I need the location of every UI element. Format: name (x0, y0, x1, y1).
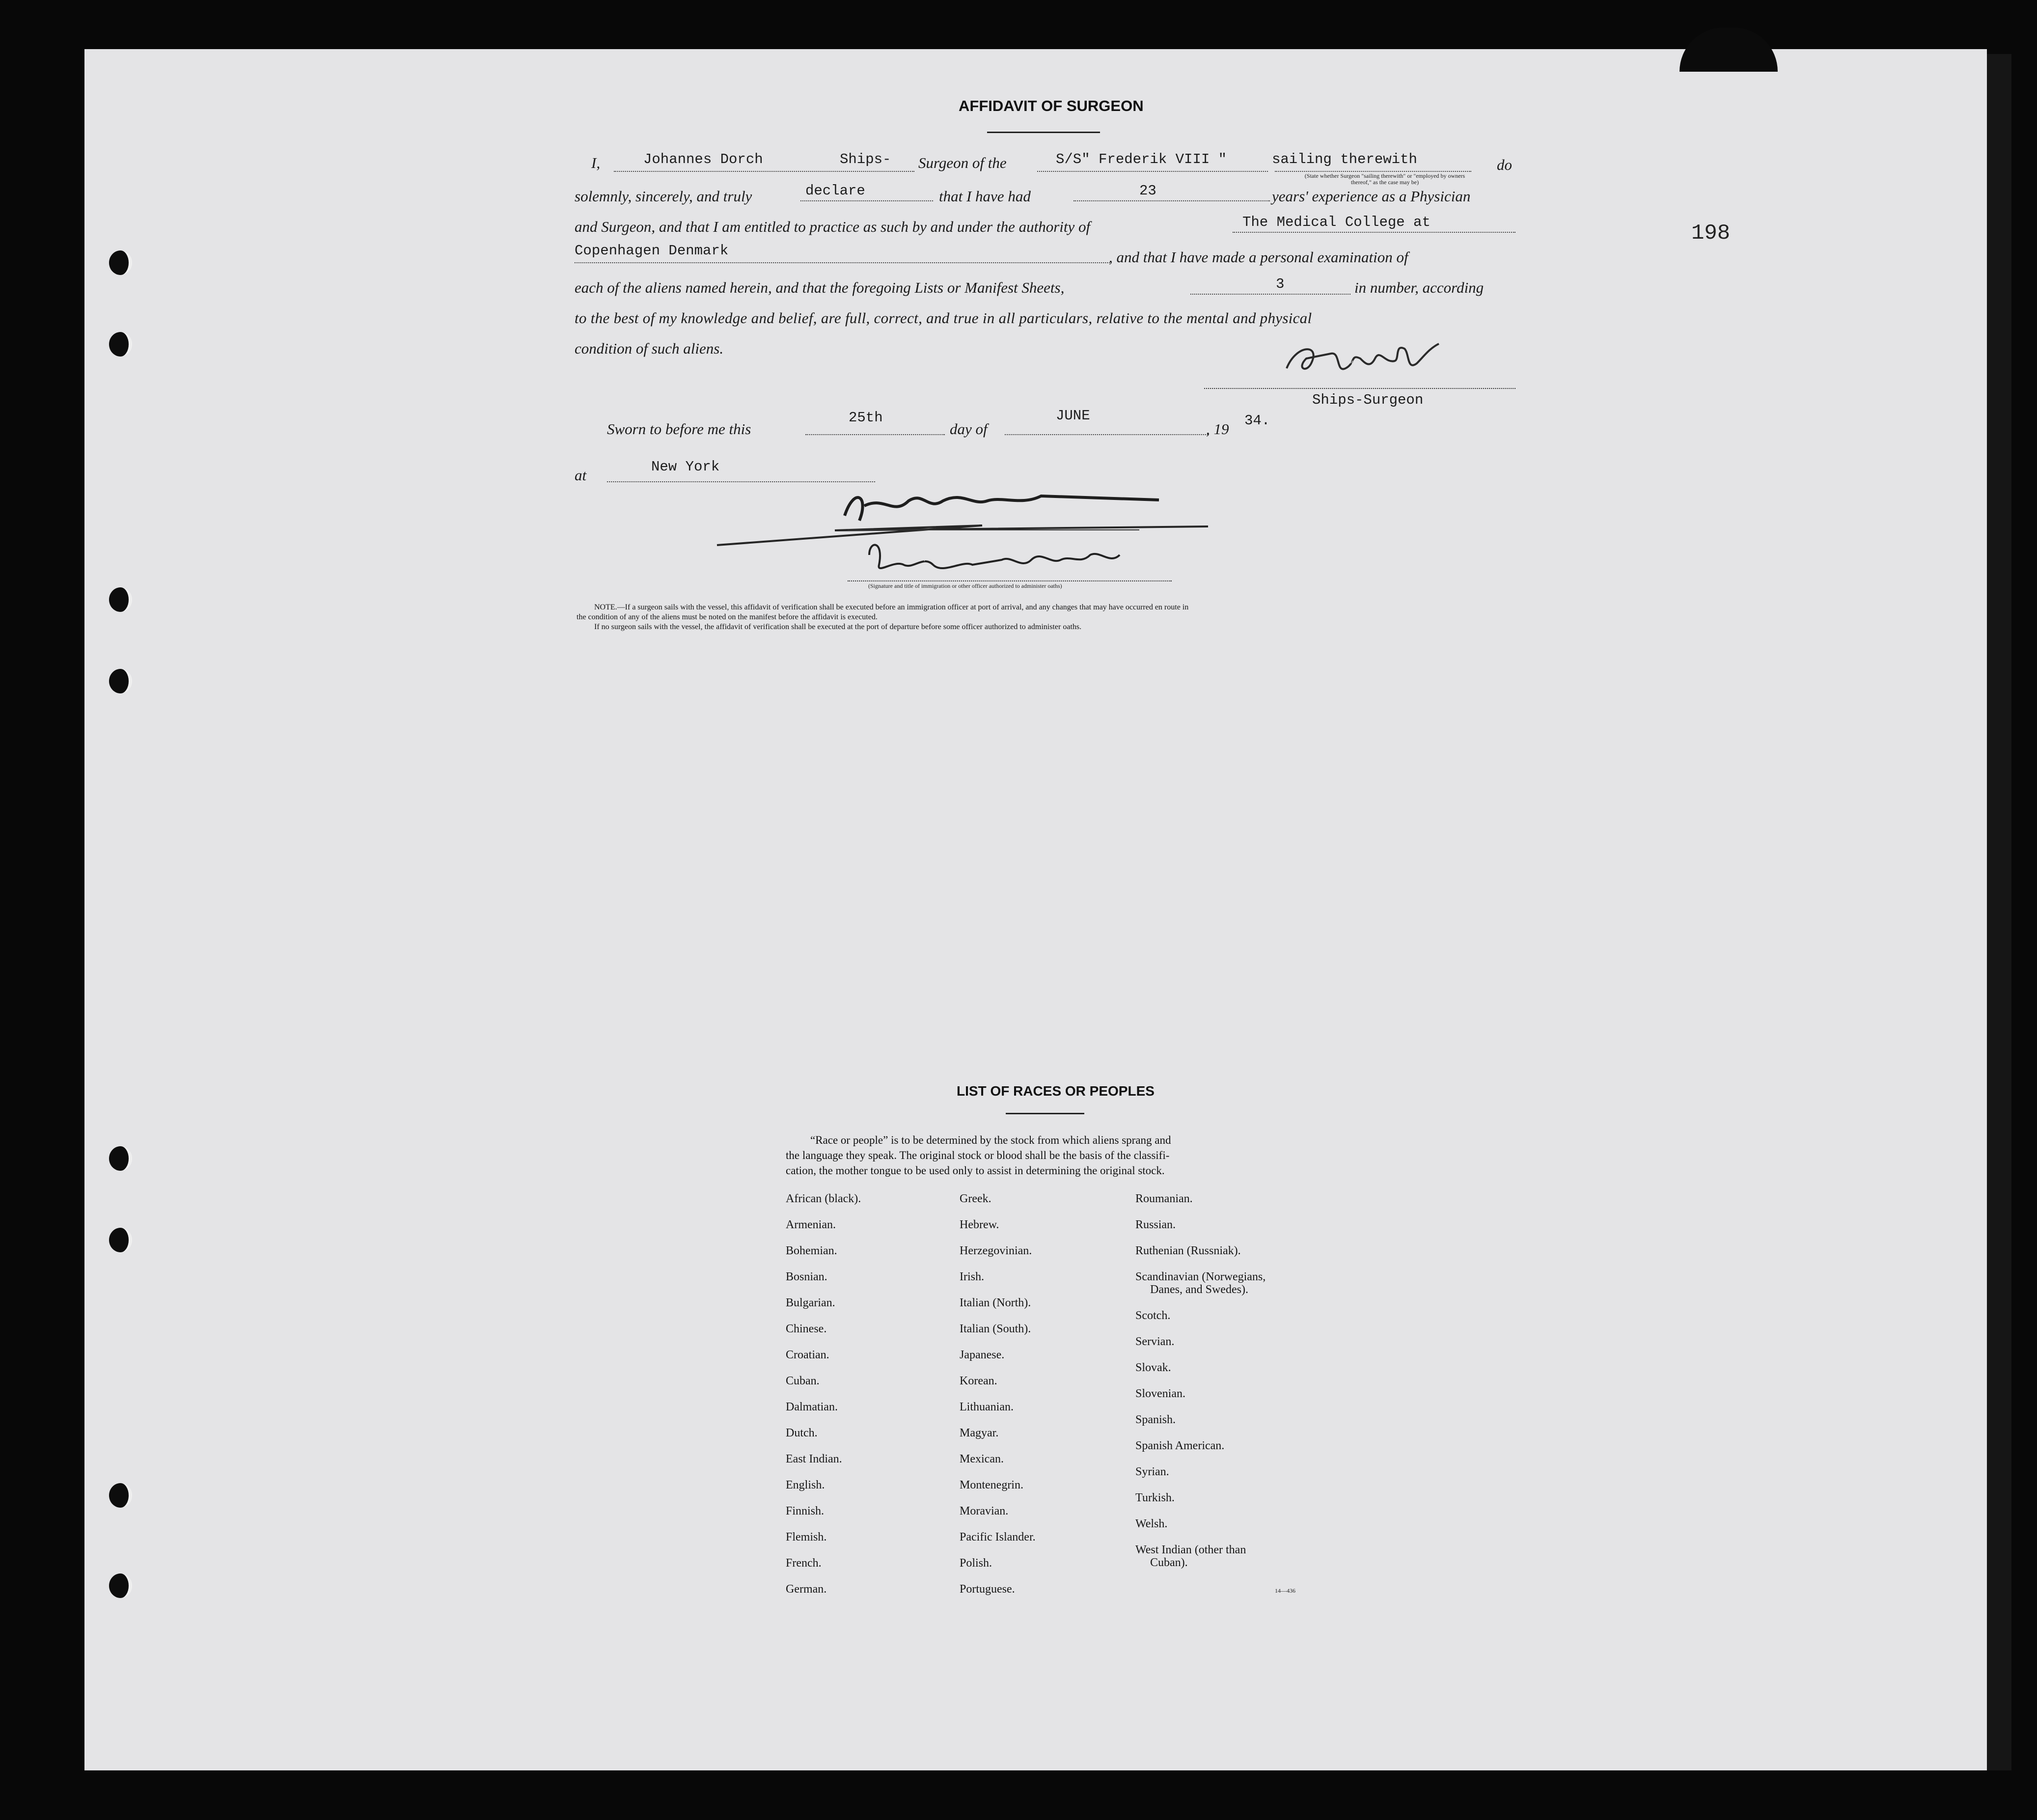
officer-caption: (Signature and title of immigration or other officer authorized to administer oaths) (868, 582, 1062, 589)
affidavit-text: to the best of my knowledge and belief, are full, correct, and true in all particulars, relative to the mental and physical (575, 309, 1312, 327)
race-item: French. (786, 1557, 822, 1570)
officer-title-line (848, 580, 1172, 581)
affidavit-text: in number, according (1354, 279, 1484, 296)
race-item: Scotch. (1135, 1309, 1171, 1322)
race-item: Italian (North). (960, 1296, 1031, 1309)
race-item: Scandinavian (Norwegians, (1135, 1270, 1266, 1283)
affidavit-text: solemnly, sincerely, and truly (575, 188, 752, 205)
fill-line (805, 434, 945, 435)
sheet-count: 3 (1276, 276, 1285, 292)
race-item: Moravian. (960, 1505, 1009, 1517)
race-item: Chinese. (786, 1323, 827, 1335)
race-item-continued: Cuban). (1150, 1556, 1188, 1569)
affidavit-text: , and that I have made a personal examination of (1109, 248, 1408, 266)
race-item: Hebrew. (960, 1218, 999, 1231)
race-item: Syrian. (1135, 1465, 1169, 1478)
sworn-day: 25th (849, 410, 883, 426)
title-underline (987, 132, 1100, 133)
years-experience: 23 (1139, 183, 1156, 199)
race-item: Turkish. (1135, 1491, 1175, 1504)
race-item: Ruthenian (Russniak). (1135, 1244, 1241, 1257)
race-item: Lithuanian. (960, 1401, 1014, 1413)
race-item: Servian. (1135, 1335, 1175, 1348)
affidavit-text: Sworn to before me this (607, 420, 751, 438)
sailing-note: (State whether Surgeon "sailing therewith" or "employed by owners thereof," as the case may be) (1304, 172, 1465, 186)
race-item: Japanese. (960, 1349, 1005, 1361)
sworn-year: 34. (1244, 413, 1270, 429)
authority: The Medical College at (1242, 214, 1431, 230)
race-item: Cuban. (786, 1375, 820, 1387)
fill-line (1233, 232, 1515, 233)
races-intro: the language they speak. The original stock or blood shall be the basis of the classifi- (786, 1149, 1170, 1161)
note-text: the condition of any of the aliens must be noted on the manifest before the affidavit is executed. (577, 613, 878, 621)
affidavit-text: , 19 (1206, 420, 1229, 438)
race-item: Mexican. (960, 1453, 1004, 1465)
binder-hole (109, 1228, 132, 1252)
race-item: Flemish. (786, 1531, 827, 1544)
affidavit-text: and Surgeon, and that I am entitled to practice as such by and under the authority of (575, 218, 1091, 235)
race-item: Welsh. (1135, 1517, 1168, 1530)
surgeon-name: Johannes Dorch (643, 151, 763, 167)
race-item: Slovak. (1135, 1361, 1171, 1374)
race-item: Dalmatian. (786, 1401, 838, 1413)
race-item: East Indian. (786, 1453, 842, 1465)
race-item: African (black). (786, 1192, 861, 1205)
affidavit-text: Surgeon of the (918, 154, 1007, 171)
races-intro: “Race or people” is to be determined by the stock from which aliens sprang and (810, 1134, 1171, 1146)
race-item: German. (786, 1583, 827, 1596)
race-item: Russian. (1135, 1218, 1176, 1231)
affidavit-text: at (575, 467, 587, 484)
surgeon-signature (1277, 334, 1463, 388)
note-text: If no surgeon sails with the vessel, the affidavit of verification shall be executed at the port of departure before some officer authorized to administer oaths. (594, 623, 1082, 631)
binder-hole (109, 1483, 132, 1508)
race-item: Pacific Islander. (960, 1531, 1036, 1544)
races-intro: cation, the mother tongue to be used only to assist in determining the original stock. (786, 1164, 1165, 1177)
race-item: Bohemian. (786, 1244, 837, 1257)
race-item: Portuguese. (960, 1583, 1015, 1596)
affidavit-text: do (1497, 156, 1512, 173)
races-title: LIST OF RACES OR PEOPLES (957, 1083, 1155, 1099)
race-item: Spanish American. (1135, 1439, 1225, 1452)
race-item: Herzegovinian. (960, 1244, 1032, 1257)
fill-line (575, 262, 1110, 263)
authority-place: Copenhagen Denmark (575, 243, 729, 259)
race-item: West Indian (other than (1135, 1544, 1246, 1556)
page-number: 198 (1691, 221, 1731, 246)
officer-title-text: Imm. Inspector (904, 554, 939, 561)
fill-line (607, 481, 875, 482)
signature-line (1204, 388, 1515, 389)
page-edge-shadow (1987, 54, 2011, 1770)
fill-line (1037, 171, 1268, 172)
affidavit-text: that I have had (939, 188, 1031, 205)
race-item: Dutch. (786, 1427, 818, 1439)
binder-hole (109, 1146, 132, 1171)
binder-hole (109, 332, 132, 357)
races-title-underline (1006, 1113, 1084, 1114)
race-item: Montenegrin. (960, 1479, 1023, 1491)
race-item: Spanish. (1135, 1413, 1176, 1426)
fill-line (1190, 294, 1350, 295)
form-number: 14—436 (1275, 1587, 1295, 1594)
binder-hole (109, 250, 132, 275)
affidavit-title: AFFIDAVIT OF SURGEON (959, 97, 1144, 114)
races-column-2 (960, 1192, 1036, 1609)
race-item: Italian (South). (960, 1323, 1031, 1335)
sworn-place: New York (651, 459, 720, 475)
race-item: Polish. (960, 1557, 992, 1570)
race-item: Armenian. (786, 1218, 836, 1231)
affidavit-text: each of the aliens named herein, and that the foregoing Lists or Manifest Sheets, (575, 279, 1065, 296)
fill-line (1275, 171, 1471, 172)
binder-hole (109, 669, 132, 693)
signature-text: ADorch (1341, 358, 1359, 365)
race-item: Magyar. (960, 1427, 999, 1439)
affidavit-text: day of (950, 420, 988, 438)
sworn-month: JUNE (1056, 408, 1090, 424)
manifest-sheet (84, 49, 1987, 1770)
surgeon-role: Ships- (840, 151, 891, 167)
note-label: NOTE. (594, 603, 617, 611)
race-item: Finnish. (786, 1505, 825, 1517)
officer-signature-text: John Ottosen (904, 505, 935, 512)
fill-line (1074, 200, 1270, 201)
affidavit-text: years' experience as a Physician (1272, 188, 1471, 205)
binder-hole (109, 1573, 132, 1598)
races-column-3 (1135, 1192, 1266, 1569)
fill-line (614, 171, 914, 172)
note-text: —If a surgeon sails with the vessel, this affidavit of verification shall be executed before an immigration officer at port of arrival, and any changes that may have occurred en route in (617, 603, 1189, 611)
binder-tab (1679, 28, 1778, 72)
declare-word: declare (805, 183, 865, 199)
race-item: Slovenian. (1135, 1387, 1185, 1400)
affidavit-text: I, (591, 154, 601, 171)
race-item: Bulgarian. (786, 1296, 835, 1309)
signer-title: Ships-Surgeon (1312, 392, 1424, 408)
fill-line (1005, 434, 1208, 435)
officer-line (848, 529, 1139, 530)
affidavit-text: condition of such aliens. (575, 340, 724, 357)
race-item: Croatian. (786, 1349, 829, 1361)
binder-hole (109, 587, 132, 612)
race-item: Irish. (960, 1270, 984, 1283)
sailing-status: sailing therewith (1272, 151, 1417, 167)
vessel-name: S/S" Frederik VIII " (1056, 151, 1227, 167)
races-column-1 (786, 1192, 861, 1609)
note-line (594, 603, 1188, 612)
fill-line (800, 200, 933, 201)
race-item-continued: Danes, and Swedes). (1150, 1283, 1248, 1296)
race-item: English. (786, 1479, 825, 1491)
race-item: Korean. (960, 1375, 997, 1387)
race-item: Greek. (960, 1192, 991, 1205)
race-item: Roumanian. (1135, 1192, 1193, 1205)
race-item: Bosnian. (786, 1270, 827, 1283)
